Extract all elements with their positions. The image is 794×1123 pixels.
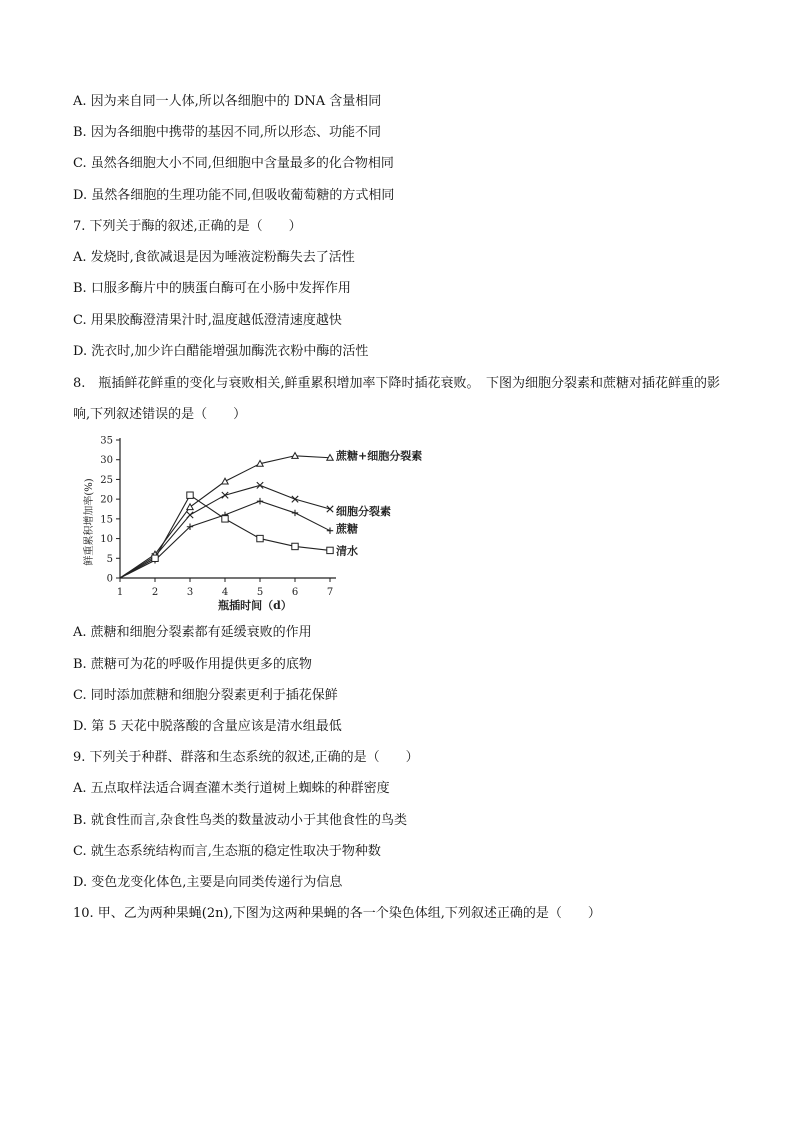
chart-point bbox=[327, 547, 333, 553]
q7-option-b: B. 口服多酶片中的胰蛋白酶可在小肠中发挥作用 bbox=[73, 281, 351, 296]
chart-x-tick-label: 6 bbox=[291, 587, 299, 598]
chart-legend-label: 清水 bbox=[336, 544, 358, 558]
chart-x-tick-label: 4 bbox=[221, 587, 229, 598]
chart-point bbox=[327, 527, 333, 533]
chart-y-tick-label: 25 bbox=[100, 474, 113, 486]
q7-stem: 7. 下列关于酶的叙述,正确的是（ ） bbox=[73, 219, 302, 234]
q8-option-a: A. 蔗糖和细胞分裂素都有延缓衰败的作用 bbox=[73, 625, 312, 640]
chart-y-tick-label: 35 bbox=[100, 435, 113, 447]
chart-point bbox=[257, 498, 263, 504]
chart-x-tick-label: 1 bbox=[116, 587, 124, 598]
chart-point bbox=[292, 510, 298, 516]
chart-point bbox=[222, 516, 228, 522]
chart-point bbox=[222, 478, 228, 484]
q8-option-c: C. 同时添加蔗糖和细胞分裂素更利于插花保鲜 bbox=[73, 688, 338, 703]
chart-y-tick-label: 15 bbox=[100, 514, 113, 526]
chart-legend-label: 蔗糖+细胞分裂素 bbox=[336, 449, 423, 463]
q7-option-c: C. 用果胶酶澄清果汁时,温度越低澄清速度越快 bbox=[73, 313, 342, 328]
chart-y-tick-label: 30 bbox=[100, 455, 113, 467]
chart-x-label: 瓶插时间（d） bbox=[218, 599, 292, 612]
chart-x-tick-label: 2 bbox=[151, 587, 159, 598]
q6-option-d: D. 虽然各细胞的生理功能不同,但吸收葡萄糖的方式相同 bbox=[73, 188, 395, 203]
q6-option-b: B. 因为各细胞中携带的基因不同,所以形态、功能不同 bbox=[73, 125, 381, 140]
q7-option-d: D. 洗衣时,加少许白醋能增强加酶洗衣粉中酶的活性 bbox=[73, 344, 369, 359]
q7-option-a: A. 发烧时,食欲减退是因为唾液淀粉酶失去了活性 bbox=[73, 250, 355, 265]
q8-stem: 8. 瓶插鲜花鲜重的变化与衰败相关,鲜重累积增加率下降时插花衰败。 下图为细胞分裂素和蔗糖对插花鲜重的影响,下列叙述错误的是（ ） bbox=[73, 376, 721, 422]
q8-option-d: D. 第 5 天花中脱落酸的含量应该是清水组最低 bbox=[73, 719, 342, 734]
chart-point bbox=[327, 506, 333, 512]
q9-stem: 9. 下列关于种群、群落和生态系统的叙述,正确的是（ ） bbox=[73, 750, 419, 765]
q9-option-b: B. 就食性而言,杂食性鸟类的数量波动小于其他食性的鸟类 bbox=[73, 813, 407, 828]
chart-y-tick-label: 20 bbox=[100, 494, 113, 506]
chart-y-label: 鲜重累积增加率(%) bbox=[84, 478, 95, 566]
chart-point bbox=[292, 496, 298, 502]
q6-option-a: A. 因为来自同一人体,所以各细胞中的 DNA 含量相同 bbox=[73, 94, 382, 109]
chart-x-tick-label: 7 bbox=[326, 587, 334, 598]
chart-point bbox=[292, 543, 298, 549]
chart-legend-label: 细胞分裂素 bbox=[336, 505, 391, 518]
q6-option-c: C. 虽然各细胞大小不同,但细胞中含量最多的化合物相同 bbox=[73, 156, 394, 171]
chart-legend-label: 蔗糖 bbox=[336, 522, 358, 536]
chart-x-tick-label: 5 bbox=[256, 587, 264, 598]
chart-point bbox=[187, 512, 193, 518]
q10-stem: 10. 甲、乙为两种果蝇(2n),下图为这两种果蝇的各一个染色体组,下列叙述正确的是（ ） bbox=[73, 906, 601, 921]
q9-option-a: A. 五点取样法适合调查灌木类行道树上蜘蛛的种群密度 bbox=[73, 781, 390, 796]
q8-option-b: B. 蔗糖可为花的呼吸作用提供更多的底物 bbox=[73, 657, 312, 672]
chart-y-tick-label: 10 bbox=[100, 534, 113, 546]
chart-point bbox=[187, 504, 193, 510]
chart-y-tick-label: 0 bbox=[106, 573, 113, 585]
chart-series-line bbox=[120, 495, 330, 578]
chart-point bbox=[222, 492, 228, 498]
chart-point bbox=[257, 535, 263, 541]
chart-x-tick-label: 3 bbox=[186, 587, 194, 598]
chart-point bbox=[257, 482, 263, 488]
chart-y-tick-label: 5 bbox=[106, 553, 113, 565]
chart-point bbox=[152, 555, 158, 561]
chart-series-line bbox=[120, 485, 330, 578]
q9-option-c: C. 就生态系统结构而言,生态瓶的稳定性取决于物种数 bbox=[73, 844, 381, 859]
fresh-weight-chart bbox=[78, 432, 450, 614]
chart-point bbox=[187, 492, 193, 498]
q9-option-d: D. 变色龙变化体色,主要是向同类传递行为信息 bbox=[73, 875, 343, 890]
